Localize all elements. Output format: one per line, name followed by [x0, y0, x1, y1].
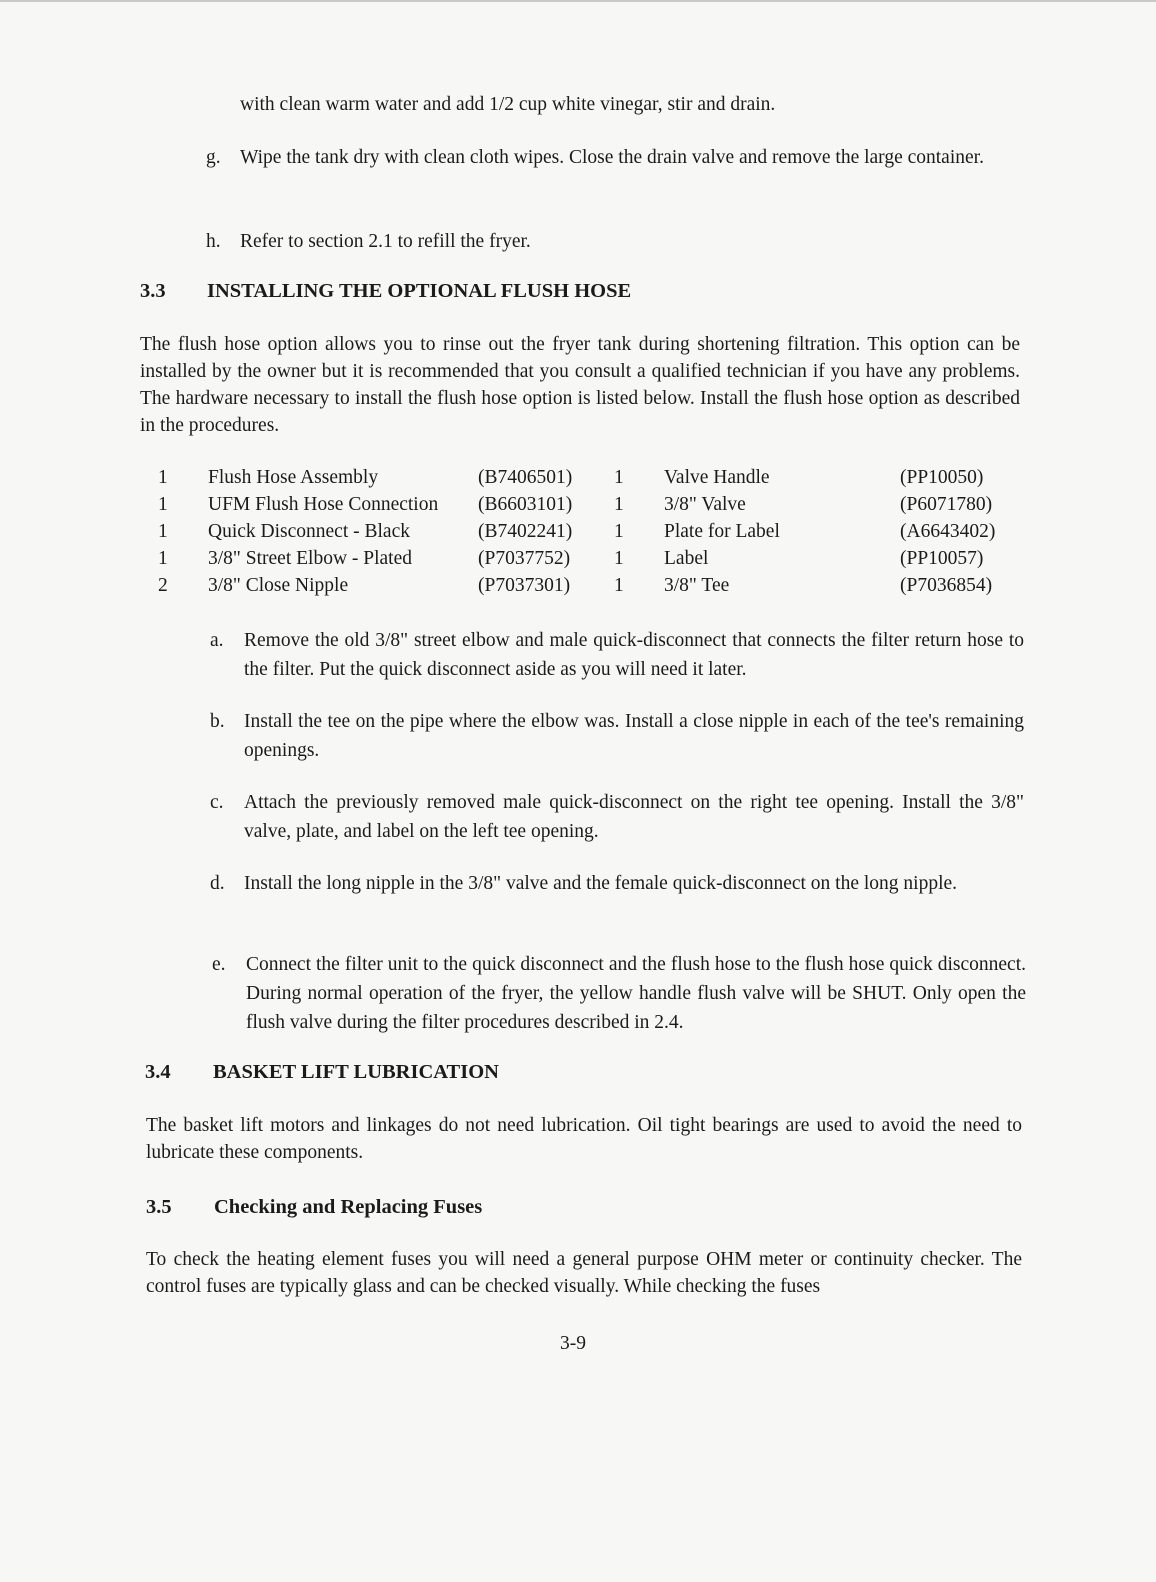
qty: 1 [614, 548, 624, 569]
part-number: (P7037301) [478, 575, 571, 596]
part-number: (P7037752) [478, 548, 571, 569]
part-number: (B7402241) [478, 521, 573, 542]
qty: 1 [614, 521, 624, 542]
step-label: b. [210, 711, 225, 732]
step-label: a. [210, 630, 224, 651]
part-name: Plate for Label [664, 521, 780, 542]
section-title: Checking and Replacing Fuses [214, 1196, 483, 1218]
part-name: 3/8" Valve [664, 494, 746, 515]
continuation-text: with clean warm water and add 1/2 cup white vinegar, stir and drain. [240, 94, 776, 115]
qty: 1 [158, 548, 168, 569]
part-name: Flush Hose Assembly [208, 467, 379, 488]
section-title: INSTALLING THE OPTIONAL FLUSH HOSE [207, 280, 632, 302]
flush-hose-intro: The flush hose option allows you to rinse out the fryer tank during shortening filtration. This option can be installed by the owner but it is recommended that you consult a qualified technician if you have any problems. The hardware necessary to install the flush hose option is listed below. Install the flush hose option as described in the procedures. [140, 334, 1020, 436]
page-number: 3-9 [560, 1333, 586, 1354]
basket-lift-text: The basket lift motors and linkages do not need lubrication. Oil tight bearings are used to avoid the need to lubricate these components. [146, 1115, 1022, 1163]
section-number: 3.5 [146, 1196, 172, 1218]
step-label: e. [212, 954, 226, 975]
section-number: 3.3 [140, 280, 166, 302]
step-label: h. [206, 231, 221, 252]
qty: 1 [158, 467, 168, 488]
part-name: 3/8" Close Nipple [208, 575, 349, 596]
step-text: Install the tee on the pipe where the elbow was. Install a close nipple in each of the tee's remaining openings. [244, 711, 1024, 761]
part-name: 3/8" Street Elbow - Plated [208, 548, 413, 569]
qty: 2 [158, 575, 168, 596]
section-title: BASKET LIFT LUBRICATION [213, 1061, 499, 1083]
part-name: 3/8" Tee [664, 575, 730, 596]
step-text: Wipe the tank dry with clean cloth wipes. Close the drain valve and remove the large container. [240, 147, 984, 168]
part-name: Label [664, 548, 709, 569]
qty: 1 [614, 494, 624, 515]
part-name: UFM Flush Hose Connection [208, 494, 439, 515]
part-number: (B6603101) [478, 494, 573, 515]
step-label: c. [210, 792, 224, 813]
part-number: (PP10050) [900, 467, 984, 488]
step-label: d. [210, 873, 225, 894]
step-text: Remove the old 3/8" street elbow and male quick-disconnect that connects the filter return hose to the filter. Put the quick disconnect aside as you will need it later. [244, 630, 1024, 680]
fuse-check-text: To check the heating element fuses you will need a general purpose OHM meter or continuity checker. The control fuses are typically glass and can be checked visually. While checking the fuses [146, 1249, 1022, 1297]
step-text: Refer to section 2.1 to refill the fryer. [240, 231, 531, 252]
part-name: Quick Disconnect - Black [208, 521, 410, 542]
qty: 1 [158, 494, 168, 515]
step-label: g. [206, 147, 221, 168]
qty: 1 [614, 575, 624, 596]
step-text: Connect the filter unit to the quick disconnect and the flush hose to the flush hose quick disconnect. During normal operation of the fryer, the yellow handle flush valve will be SHUT. Only open the flush valve during the filter procedures described in 2.4. [246, 954, 1026, 1033]
qty: 1 [614, 467, 624, 488]
qty: 1 [158, 521, 168, 542]
part-name: Valve Handle [664, 467, 770, 488]
part-number: (P6071780) [900, 494, 993, 515]
step-text: Attach the previously removed male quick-disconnect on the right tee opening. Install the 3/8" valve, plate, and label on the left tee opening. [244, 792, 1024, 842]
part-number: (PP10057) [900, 548, 984, 569]
part-number: (B7406501) [478, 467, 573, 488]
section-number: 3.4 [145, 1061, 171, 1083]
scan-edge-line [0, 0, 1156, 2]
part-number: (P7036854) [900, 575, 993, 596]
part-number: (A6643402) [900, 521, 996, 542]
step-text: Install the long nipple in the 3/8" valve and the female quick-disconnect on the long nipple. [244, 873, 958, 894]
